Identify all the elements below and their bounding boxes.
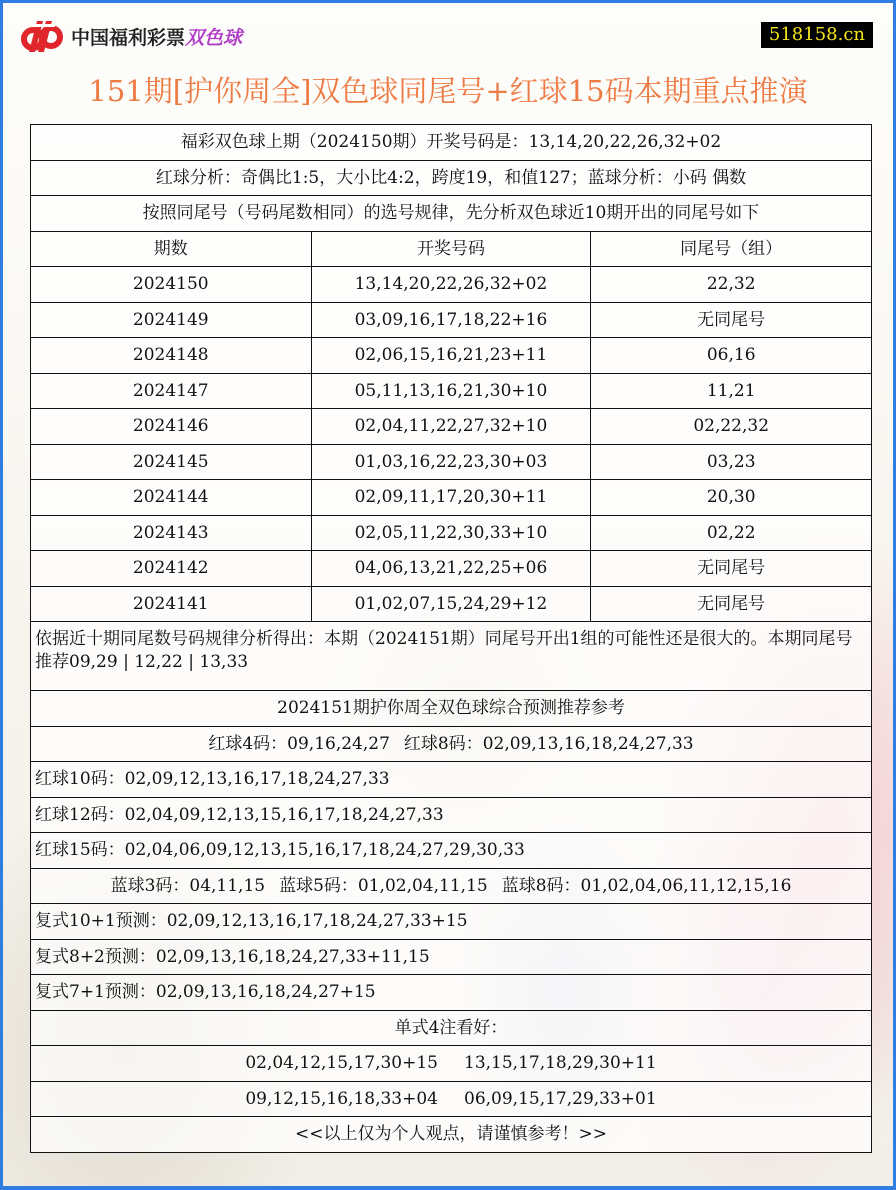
numbers-cell: 02,06,15,16,21,23+11 [311,338,591,374]
singles-cell [31,1046,872,1082]
intro-text: 按照同尾号（号码尾数相同）的选号规律，先分析双色球近10期开出的同尾号如下 [31,196,872,232]
red-10-text: 红球10码：02,09,12,13,16,17,18,24,27,33 [31,762,872,798]
analysis-text: 红球分析：奇偶比1:5，大小比4:2，跨度19，和值127；蓝球分析：小码 偶数 [31,160,872,196]
singles-row [31,1081,872,1117]
logo-text: 中国福利彩票 [71,26,186,49]
same-tail-cell: 03,23 [591,444,872,480]
same-tail-cell: 无同尾号 [591,302,872,338]
table-row [31,373,872,409]
issue-cell: 2024147 [31,373,312,409]
blue-5-text: 蓝球5码：01,02,04,11,15 [279,875,488,896]
combo-10-1-text: 复式10+1预测：02,09,12,13,16,17,18,24,27,33+15 [31,904,872,940]
conclusion-row [31,622,872,691]
red-12-text: 红球12码：02,04,09,12,13,15,16,17,18,24,27,33 [31,797,872,833]
single-ticket: 06,09,15,17,29,33+01 [464,1088,657,1109]
table-row [31,444,872,480]
singles-row [31,1046,872,1082]
issue-cell: 2024150 [31,267,312,303]
same-tail-cell: 22,32 [591,267,872,303]
issue-cell: 2024142 [31,551,312,587]
issue-cell: 2024141 [31,586,312,622]
column-header-numbers: 开奖号码 [311,231,591,267]
single-ticket: 02,04,12,15,17,30+15 [245,1053,438,1074]
table-row [31,586,872,622]
single-ticket: 09,12,15,16,18,33+04 [245,1088,438,1109]
single-heading-row [31,1010,872,1046]
summary-row [31,125,872,161]
red-12-row [31,797,872,833]
issue-cell: 2024146 [31,409,312,445]
red-15-row [31,833,872,869]
column-header-same-tail: 同尾号（组） [591,231,872,267]
site-badge[interactable]: 518158.cn [761,22,873,48]
issue-cell: 2024148 [31,338,312,374]
same-tail-cell: 无同尾号 [591,551,872,587]
cwl-logo-icon [21,19,65,53]
conclusion-text: 依据近十期同尾数号码规律分析得出：本期（2024151期）同尾号开出1组的可能性还是很大的。本期同尾号推荐09,29 | 12,22 | 13,33 [31,622,872,691]
numbers-cell: 13,14,20,22,26,32+02 [311,267,591,303]
table-row [31,302,872,338]
table-row [31,551,872,587]
summary-row [31,160,872,196]
red-8-text: 红球8码：02,09,13,16,18,24,27,33 [403,733,694,754]
last-draw-text: 福彩双色球上期（2024150期）开奖号码是：13,14,20,22,26,32+02 [31,125,872,161]
red-4-8-row [31,726,872,762]
numbers-cell: 01,03,16,22,23,30+03 [311,444,591,480]
table-row [31,409,872,445]
combo-7-1-row [31,975,872,1011]
column-header-issue: 期数 [31,231,312,267]
logo-accent-text: 双色球 [185,26,243,49]
table-row [31,515,872,551]
blue-cell [31,868,872,904]
numbers-cell: 04,06,13,21,22,25+06 [311,551,591,587]
red-15-text: 红球15码：02,04,06,09,12,13,15,16,17,18,24,27,29,30,33 [31,833,872,869]
same-tail-cell: 11,21 [591,373,872,409]
numbers-cell: 05,11,13,16,21,30+10 [311,373,591,409]
table-row [31,480,872,516]
numbers-cell: 02,09,11,17,20,30+11 [311,480,591,516]
same-tail-cell: 20,30 [591,480,872,516]
prediction-heading-row [31,691,872,727]
disclaimer-text: <<以上仅为个人观点，请谨慎参考！>> [31,1117,872,1153]
red-10-row [31,762,872,798]
page-title: 151期[护你周全]双色球同尾号+红球15码本期重点推演 [88,74,808,108]
same-tail-cell: 02,22 [591,515,872,551]
table-row [31,267,872,303]
combo-7-1-text: 复式7+1预测：02,09,13,16,18,24,27+15 [31,975,872,1011]
disclaimer-row [31,1117,872,1153]
red-4-text: 红球4码：09,16,24,27 [208,733,390,754]
same-tail-cell: 02,22,32 [591,409,872,445]
prediction-heading: 2024151期护你周全双色球综合预测推荐参考 [31,691,872,727]
single-ticket: 13,15,17,18,29,30+11 [464,1053,657,1074]
numbers-cell: 02,05,11,22,30,33+10 [311,515,591,551]
same-tail-cell: 06,16 [591,338,872,374]
combo-10-1-row [31,904,872,940]
header [3,3,893,61]
summary-row [31,196,872,232]
issue-cell: 2024143 [31,515,312,551]
combo-8-2-row [31,939,872,975]
numbers-cell: 01,02,07,15,24,29+12 [311,586,591,622]
issue-cell: 2024145 [31,444,312,480]
same-tail-cell: 无同尾号 [591,586,872,622]
blue-8-text: 蓝球8码：01,02,04,06,11,12,15,16 [501,875,792,896]
table-header-row [31,231,872,267]
numbers-cell: 03,09,16,17,18,22+16 [311,302,591,338]
singles-cell [31,1081,872,1117]
issue-cell: 2024144 [31,480,312,516]
analysis-table [30,124,872,1153]
red-4-8-cell [31,726,872,762]
combo-8-2-text: 复式8+2预测：02,09,13,16,18,24,27,33+11,15 [31,939,872,975]
blue-3-text: 蓝球3码：04,11,15 [110,875,266,896]
welfare-lottery-logo [21,19,242,53]
issue-cell: 2024149 [31,302,312,338]
blue-row [31,868,872,904]
numbers-cell: 02,04,11,22,27,32+10 [311,409,591,445]
table-row [31,338,872,374]
single-heading: 单式4注看好： [31,1010,872,1046]
